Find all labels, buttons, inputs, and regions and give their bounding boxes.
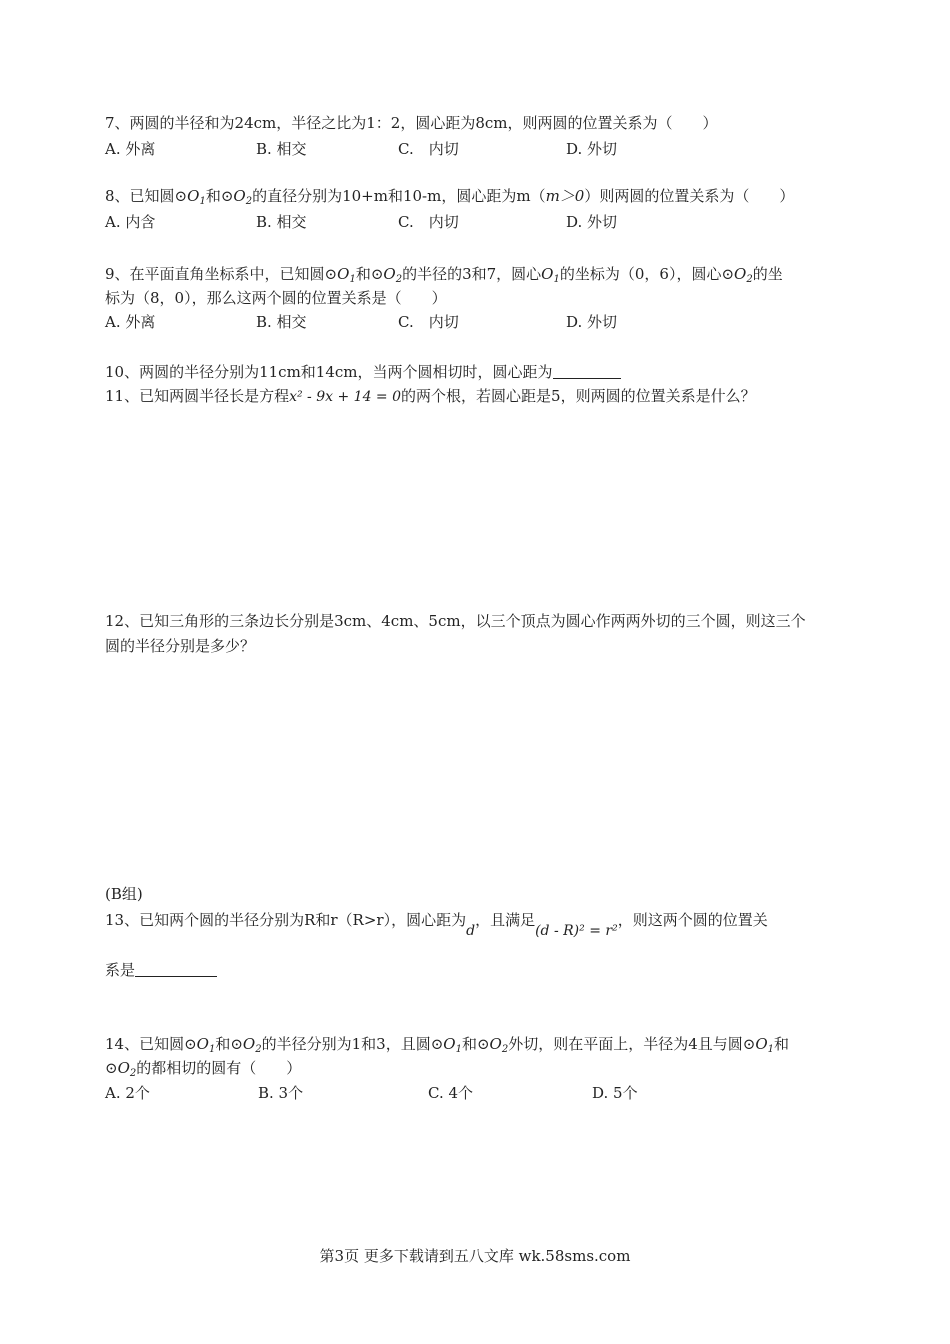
question-14-line-1: 14、已知圆$⊙O_1$和$⊙O_2$的半径分别为1和3，且圆$⊙O_1$和$⊙O_2$外切，则在平面上，半径为4且与圆$⊙O_1$和: [105, 1035, 790, 1055]
q9-option-b: B. 相交: [256, 313, 307, 331]
answer-blank: [135, 962, 217, 977]
q9-option-d: D. 外切: [566, 313, 618, 331]
q14-option-c: C. 4个: [428, 1084, 474, 1102]
question-9-line-2: 标为（8，0），那么这两个圆的位置关系是（ ）: [105, 289, 447, 307]
question-7: 7、两圆的半径和为24cm，半径之比为1：2，圆心距为8cm，则两圆的位置关系为（ ）: [105, 114, 718, 132]
q7-option-c: C. 内切: [398, 140, 459, 158]
question-13-line-2: 系是: [105, 960, 217, 980]
question-12-line-2: 圆的半径分别是多少？: [105, 637, 256, 655]
q14-option-a: A. 2个: [105, 1084, 150, 1102]
q7-option-a: A. 外离: [105, 140, 156, 158]
question-12-line-1: 12、已知三角形的三条边长分别是3cm、4cm、5cm，以三个顶点为圆心作两两外切的三个圆，则这三个: [105, 612, 806, 630]
question-10: 10、两圆的半径分别为11cm和14cm，当两个圆相切时，圆心距为: [105, 362, 621, 382]
question-11: 11、已知两圆半径长是方程x² - 9x + 14 = 0的两个根，若圆心距是5，则两圆的位置关系是什么？: [105, 387, 756, 405]
group-b-heading: (B组): [105, 885, 143, 903]
q14-option-b: B. 3个: [258, 1084, 304, 1102]
question-9-line-1: 9、在平面直角坐标系中，已知圆$⊙O_1$和$⊙O_2$的半径的3和7，圆心$O_1$的坐标为（0，6），圆心$⊙O_2$的坐: [105, 265, 783, 285]
q8-option-d: D. 外切: [566, 213, 618, 231]
page-footer: 第3页 更多下载请到五八文库 wk.58sms.com: [319, 1247, 631, 1265]
question-8: 8、已知圆$⊙O_1$和$⊙O_2$的直径分别为10+m和10-m，圆心距为m（m＞0）则两圆的位置关系为（ ）: [105, 187, 795, 207]
question-13-line-1: 13、已知两个圆的半径分别为R和r（R>r），圆心距为d，且满足(d - R)² = r²，则这两个圆的位置关: [105, 911, 768, 939]
question-14-line-2: $⊙O_2$的都相切的圆有（ ）: [105, 1059, 302, 1079]
q7-option-b: B. 相交: [256, 140, 307, 158]
answer-blank: [553, 364, 621, 379]
q9-option-c: C. 内切: [398, 313, 459, 331]
q14-option-d: D. 5个: [592, 1084, 638, 1102]
q8-option-c: C. 内切: [398, 213, 459, 231]
q9-option-a: A. 外离: [105, 313, 156, 331]
q8-option-a: A. 内含: [105, 213, 156, 231]
q8-option-b: B. 相交: [256, 213, 307, 231]
q7-option-d: D. 外切: [566, 140, 618, 158]
